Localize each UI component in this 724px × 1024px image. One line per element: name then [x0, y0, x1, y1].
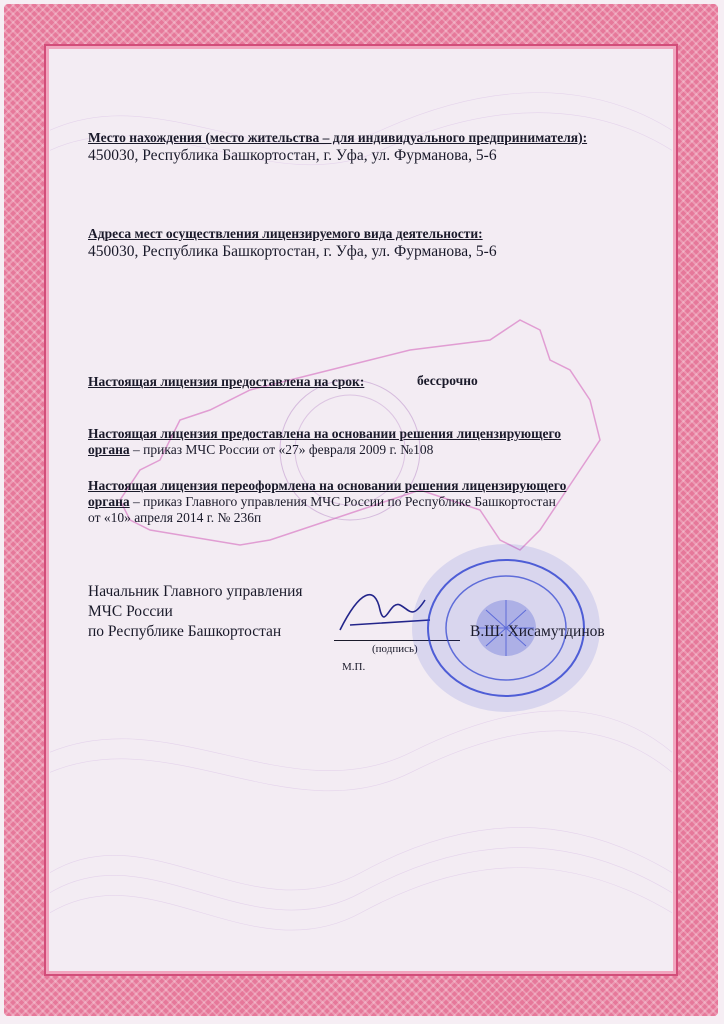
granted-label: Настоящая лицензия предоставлена на основании решения лицензирующего [88, 426, 562, 441]
seal-caption: М.П. [342, 661, 366, 673]
location-label: Место нахождения (место жительства – для индивидуального предпринимателя): [88, 130, 588, 145]
activity-addresses-value: 450030, Республика Башкортостан, г. Уфа, ул. Фурманова, 5-6 [88, 243, 497, 260]
signatory-title-line2: МЧС России [88, 603, 173, 620]
granted-order: – приказ МЧС России от «27» февраля 2009 г. №108 [129, 442, 434, 457]
term-value: бессрочно [417, 373, 478, 388]
activity-addresses-label: Адреса мест осуществления лицензируемого вида деятельности: [88, 226, 483, 241]
reissued-label: Настоящая лицензия переоформлена на основании решения лицензирующего [88, 478, 567, 493]
signature-caption: (подпись) [372, 643, 418, 655]
signatory-title-line1: Начальник Главного управления [88, 583, 303, 600]
reissued-date: от «10» апреля 2014 г. № 236п [88, 510, 262, 525]
signatory-name: В.Ш. Хисамутдинов [470, 623, 605, 640]
reissued-organ: органа [88, 494, 130, 509]
signatory-title-line3: по Республике Башкортостан [88, 623, 282, 640]
reissued-order: – приказ Главного управления МЧС России по Республике Башкортостан [129, 494, 556, 509]
granted-organ: органа [88, 442, 130, 457]
location-value: 450030, Республика Башкортостан, г. Уфа, ул. Фурманова, 5-6 [88, 147, 497, 164]
term-label: Настоящая лицензия предоставлена на срок: [88, 374, 365, 389]
granted-basis [88, 440, 433, 459]
